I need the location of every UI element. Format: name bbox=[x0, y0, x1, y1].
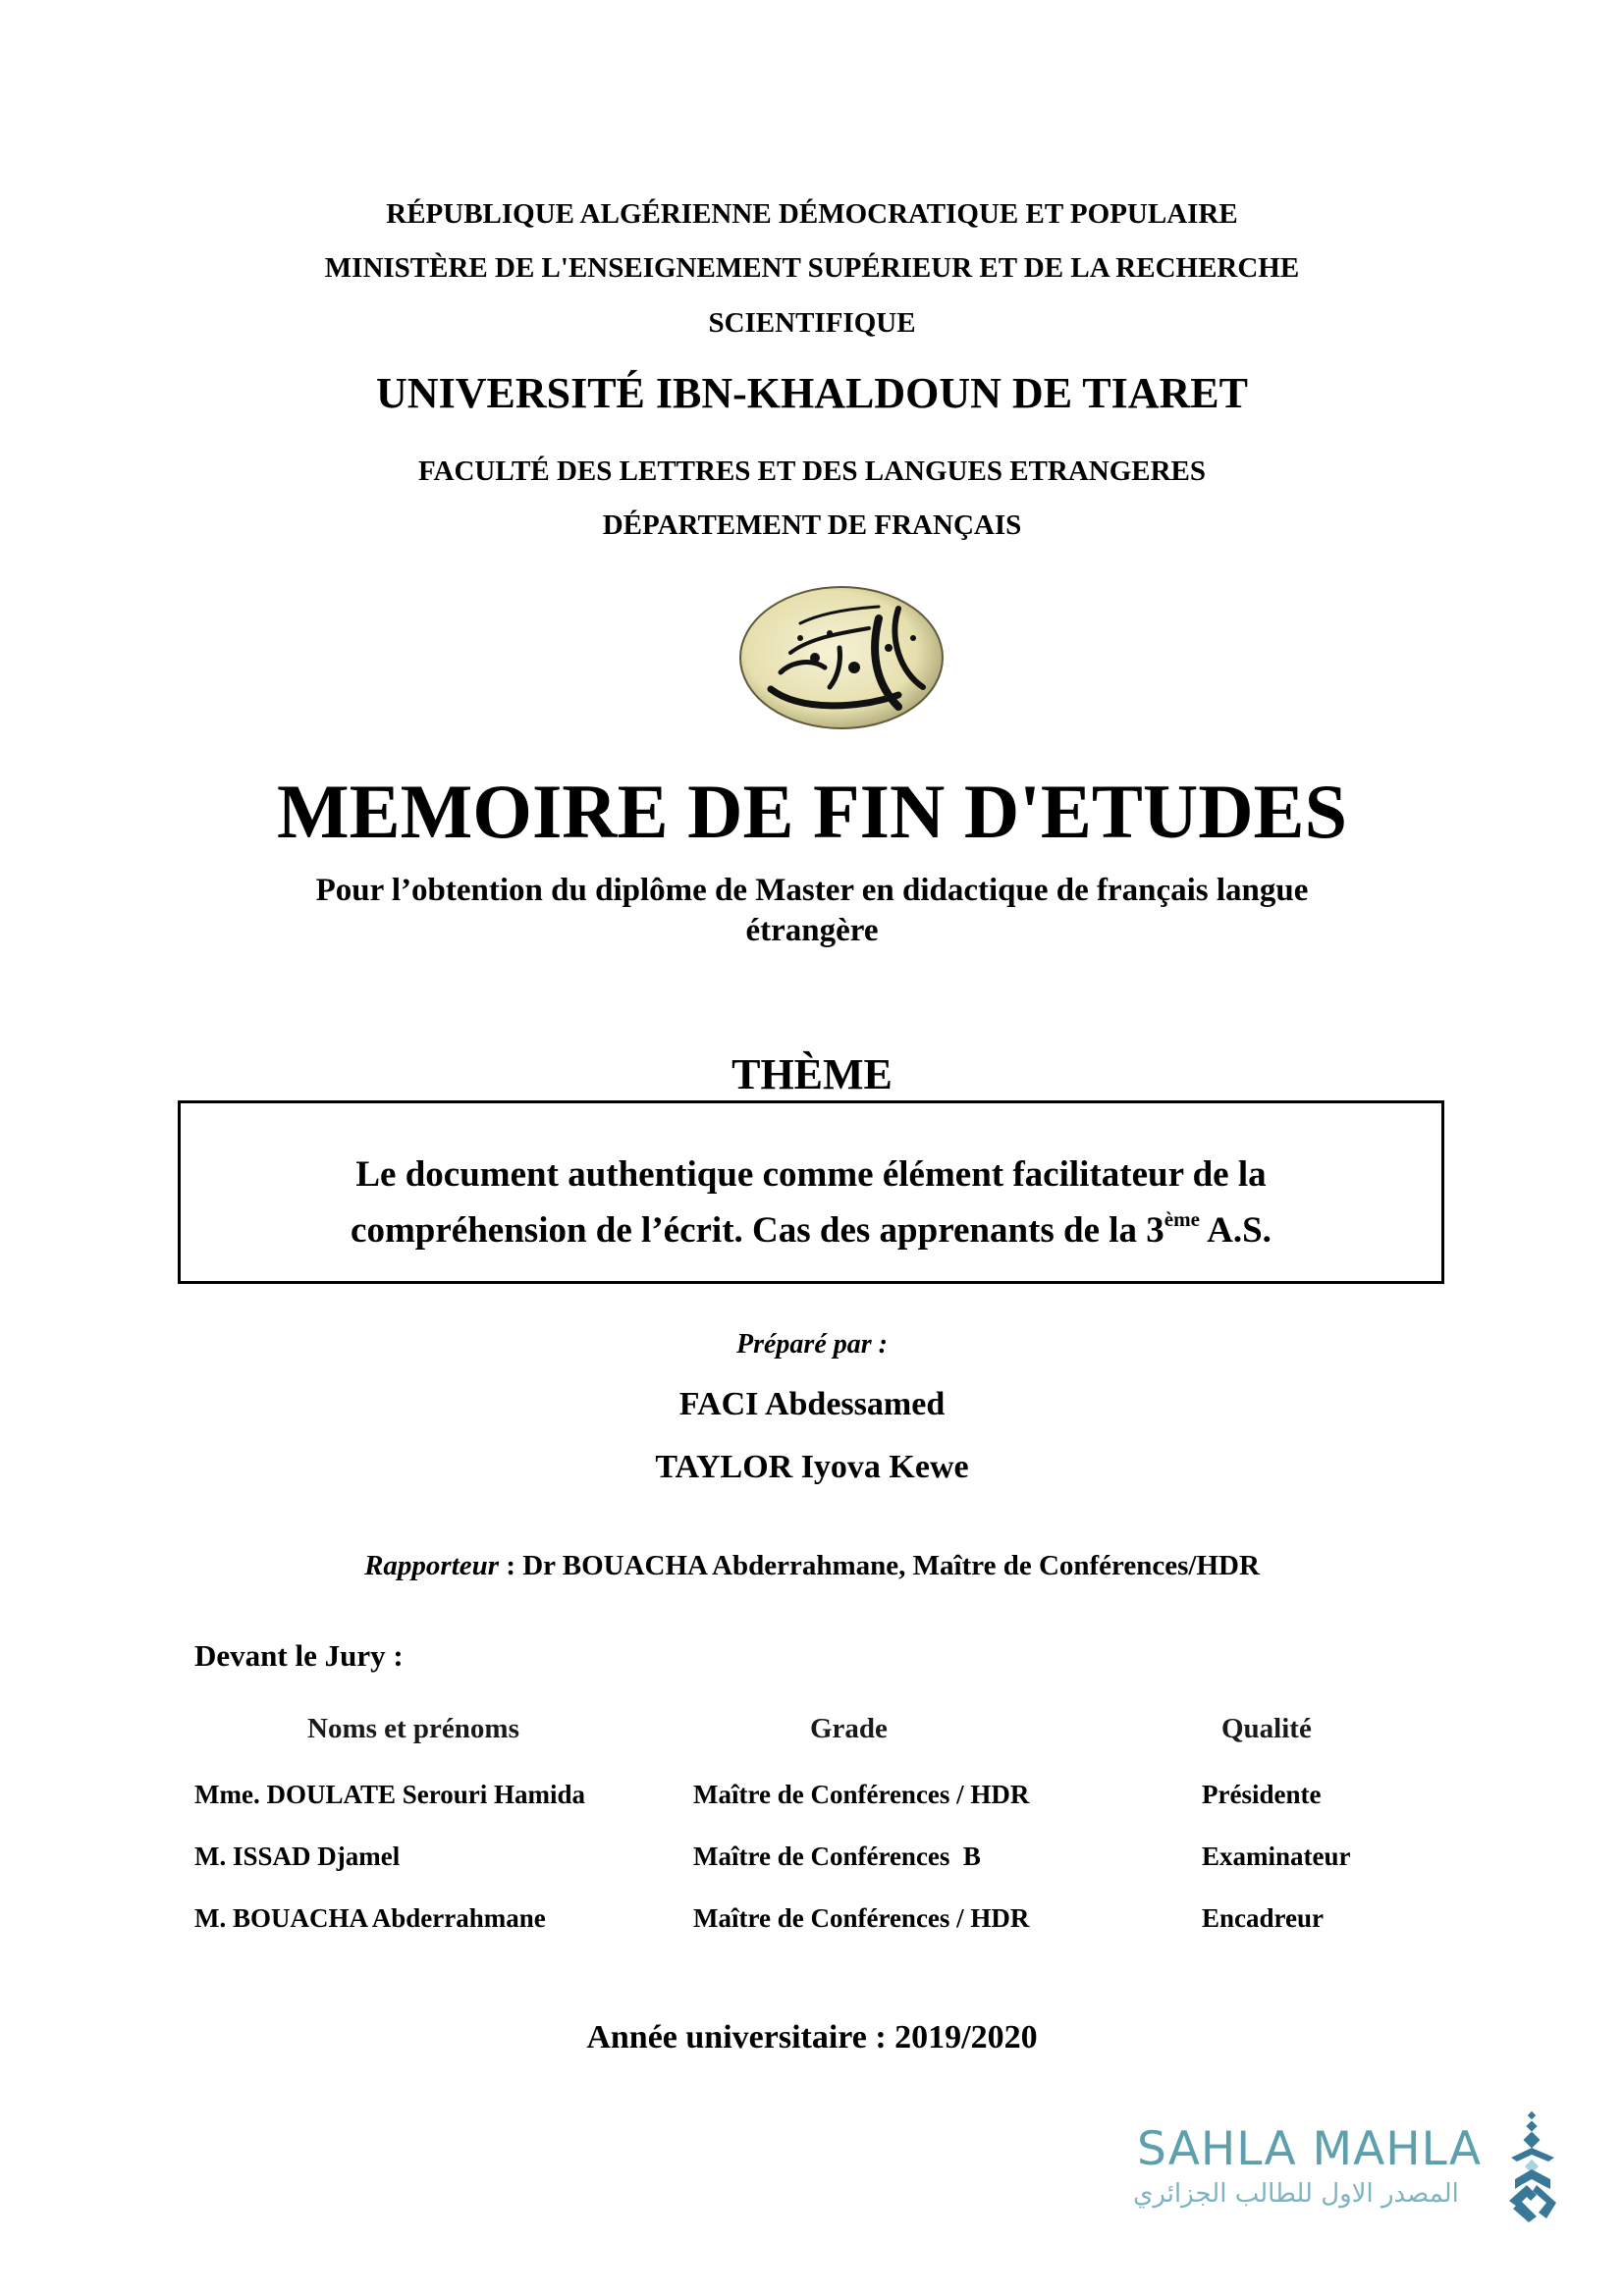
rapporteur-label: Rapporteur bbox=[364, 1550, 500, 1581]
theme-box bbox=[178, 1100, 1444, 1284]
sahla-mahla-calligraphy-icon bbox=[1507, 2110, 1558, 2223]
theme-line-1: Le document authentique comme élément facilitateur de la bbox=[355, 1154, 1267, 1195]
subtitle-line-1: Pour l’obtention du diplôme de Master en didactique de français langue bbox=[315, 873, 1309, 908]
watermark-subtitle: المصدر الاول للطالب الجزائري bbox=[1133, 2179, 1459, 2209]
university-seal-icon bbox=[731, 579, 949, 734]
sahla-mahla-watermark bbox=[1129, 2110, 1561, 2228]
jury-header-quality: Qualité bbox=[1221, 1713, 1312, 1744]
department-name: DÉPARTEMENT DE FRANÇAIS bbox=[602, 509, 1022, 541]
jury-row-quality: Encadreur bbox=[1202, 1903, 1325, 1933]
author-name: TAYLOR Iyova Kewe bbox=[655, 1449, 969, 1485]
university-name: UNIVERSITÉ IBN-KHALDOUN DE TIARET bbox=[376, 369, 1248, 417]
jury-row-grade: Maître de Conférences B bbox=[693, 1842, 981, 1871]
academic-year: Année universitaire : 2019/2020 bbox=[586, 2019, 1038, 2056]
ministry-heading: MINISTÈRE DE L'ENSEIGNEMENT SUPÉRIEUR ET DE LA RECHERCHE bbox=[324, 252, 1300, 284]
rapporteur-value: : Dr BOUACHA Abderrahmane, Maître de Conférences/HDR bbox=[499, 1550, 1260, 1581]
rapporteur-line bbox=[0, 1548, 1624, 1583]
jury-row-name: M. ISSAD Djamel bbox=[194, 1842, 401, 1871]
faculty-name: FACULTÉ DES LETTRES ET DES LANGUES ETRANGERES bbox=[417, 455, 1207, 487]
document-title: MEMOIRE DE FIN D'ETUDES bbox=[277, 769, 1347, 854]
theme-line-2-suffix: A.S. bbox=[1199, 1210, 1272, 1251]
jury-row-grade: Maître de Conférences / HDR bbox=[693, 1780, 1030, 1809]
ministry-heading-cont: SCIENTIFIQUE bbox=[708, 307, 916, 339]
jury-row-grade: Maître de Conférences / HDR bbox=[693, 1903, 1030, 1933]
jury-row-name: Mme. DOULATE Serouri Hamida bbox=[194, 1780, 585, 1809]
ordinal-superscript: ème bbox=[1164, 1207, 1200, 1231]
jury-row-quality: Présidente bbox=[1202, 1780, 1322, 1809]
jury-row-quality: Examinateur bbox=[1202, 1842, 1351, 1871]
jury-row-name: M. BOUACHA Abderrahmane bbox=[194, 1903, 546, 1933]
author-name: FACI Abdessamed bbox=[678, 1386, 946, 1422]
jury-header-names: Noms et prénoms bbox=[307, 1713, 519, 1744]
prepared-by-label: Préparé par : bbox=[736, 1329, 888, 1360]
jury-header-grade: Grade bbox=[810, 1713, 888, 1744]
theme-text bbox=[181, 1147, 1441, 1263]
watermark-title: SAHLA MAHLA bbox=[1137, 2122, 1483, 2176]
theme-label: THÈME bbox=[731, 1050, 893, 1098]
theme-line-2-text: compréhension de l’écrit. Cas des apprenants de la 3 bbox=[351, 1210, 1164, 1251]
theme-line-2 bbox=[181, 1202, 1441, 1263]
subtitle-line-2: étrangère bbox=[745, 913, 879, 948]
jury-label: Devant le Jury : bbox=[194, 1638, 404, 1673]
republic-heading: RÉPUBLIQUE ALGÉRIENNE DÉMOCRATIQUE ET POPULAIRE bbox=[386, 198, 1238, 230]
